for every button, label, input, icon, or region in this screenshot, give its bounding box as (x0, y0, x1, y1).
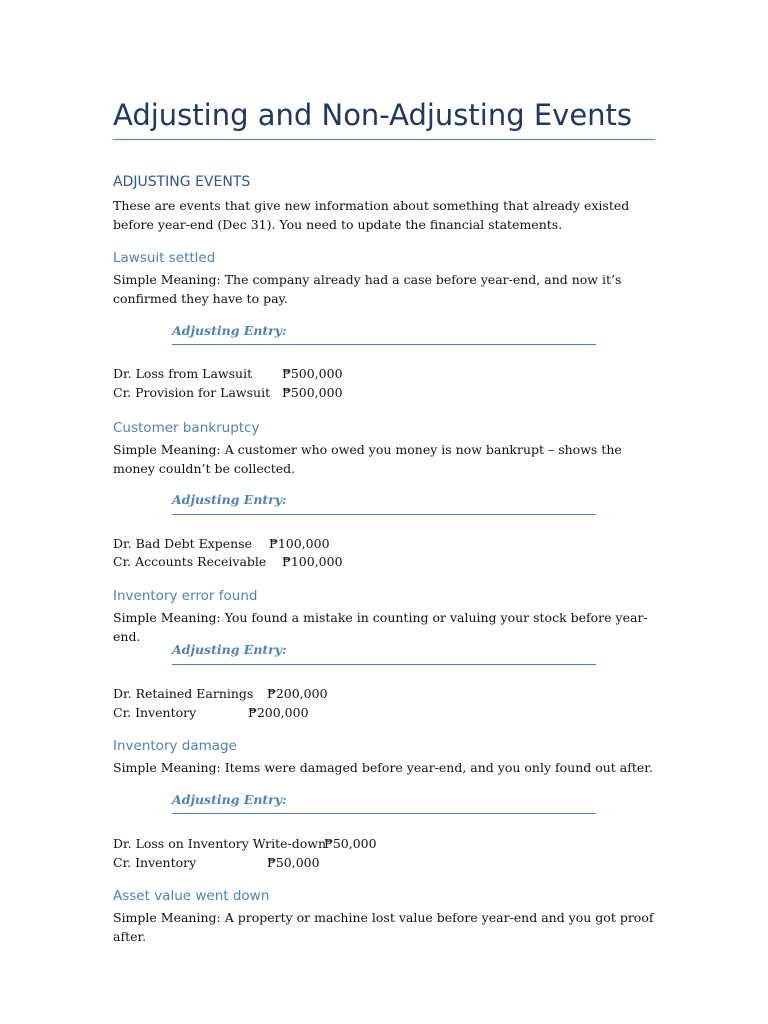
credit-account: Cr. Inventory (113, 705, 197, 720)
adjusting-entry-label: Adjusting Entry: (172, 323, 287, 338)
adjusting-entry-rule (172, 813, 596, 814)
credit-account: Cr. Inventory (113, 855, 197, 870)
debit-account: Dr. Retained Earnings (113, 686, 254, 701)
debit-amount: ₱200,000 (267, 686, 328, 701)
event-heading-asset-value: Asset value went down (113, 888, 270, 904)
debit-account: Dr. Loss from Lawsuit (113, 366, 253, 381)
credit-amount: ₱50,000 (267, 855, 320, 870)
event-heading-lawsuit-settled: Lawsuit settled (113, 250, 216, 266)
debit-amount: ₱500,000 (282, 366, 343, 381)
adjusting-entry-rule (172, 514, 596, 515)
section-intro: These are events that give new information about something that already existed before year-end (Dec 31). You need to update the financial statements. (113, 198, 630, 232)
event-meaning-inventory-error: Simple Meaning: You found a mistake in counting or valuing your stock before year-end. (113, 610, 648, 644)
debit-account: Dr. Loss on Inventory Write-down (113, 836, 326, 851)
event-meaning-inventory-damage: Simple Meaning: Items were damaged before year-end, and you only found out after. (113, 760, 653, 775)
event-heading-customer-bankruptcy: Customer bankruptcy (113, 420, 260, 436)
debit-amount: ₱100,000 (269, 536, 330, 551)
adjusting-entry-rule (172, 664, 596, 665)
event-heading-inventory-error: Inventory error found (113, 588, 258, 604)
event-meaning-asset-value: Simple Meaning: A property or machine lost value before year-end and you got proof after. (113, 910, 654, 944)
adjusting-entry-label: Adjusting Entry: (172, 642, 287, 657)
event-meaning-customer-bankruptcy: Simple Meaning: A customer who owed you money is now bankrupt – shows the money couldn’t be collected. (113, 442, 622, 476)
document-title: Adjusting and Non-Adjusting Events (113, 98, 633, 132)
credit-amount: ₱500,000 (282, 385, 343, 400)
adjusting-entry-label: Adjusting Entry: (172, 792, 287, 807)
credit-amount: ₱200,000 (248, 705, 309, 720)
credit-amount: ₱100,000 (282, 554, 343, 569)
event-heading-inventory-damage: Inventory damage (113, 738, 237, 754)
debit-account: Dr. Bad Debt Expense (113, 536, 253, 551)
title-underline (113, 139, 655, 140)
credit-account: Cr. Provision for Lawsuit (113, 385, 271, 400)
event-meaning-lawsuit-settled: Simple Meaning: The company already had a case before year-end, and now it’s confirmed they have to pay. (113, 272, 622, 306)
adjusting-entry-label: Adjusting Entry: (172, 492, 287, 507)
section-heading-adjusting-events: ADJUSTING EVENTS (113, 174, 251, 190)
credit-account: Cr. Accounts Receivable (113, 554, 267, 569)
debit-amount: ₱50,000 (324, 836, 377, 851)
adjusting-entry-rule (172, 344, 596, 345)
